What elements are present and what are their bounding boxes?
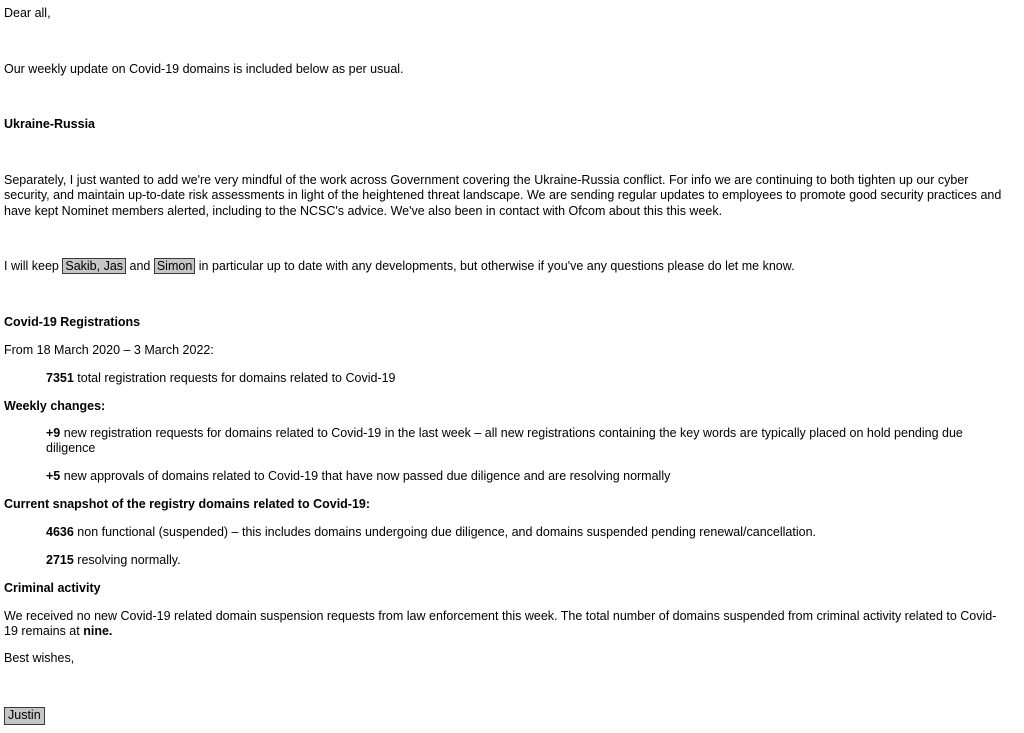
ukraine-paragraph-text: Separately, I just wanted to add we're very mindful of the work across Government covering the Ukraine-Russia conflict. For info we are continuing to both tighten up our cyber security, and maintain up-to-date risk assessments in light of the heightened threat landscape. We are sending regular updates to employees to promote good security practices and have kept Nominet members alerted, including to the NCSC's advice. We've also been in contact with Ofcom about this this week. [4, 173, 1002, 218]
followup-mid-text: and [126, 259, 154, 273]
registrations-daterange [4, 343, 1006, 358]
signature-block [4, 707, 1006, 725]
weekly-heading [4, 399, 1006, 415]
intro-paragraph [4, 62, 1006, 77]
snapshot-item-1 [4, 525, 1006, 540]
ukraine-heading-text: Ukraine-Russia [4, 117, 96, 131]
registrations-total-text: total registration requests for domains related to Covid-19 [73, 371, 396, 385]
snapshot-item-2-value: 2715 [46, 553, 74, 567]
snapshot-item-2 [4, 553, 1006, 568]
weekly-item-2 [4, 469, 1006, 484]
snapshot-heading-text: Current snapshot of the registry domains related to Covid-19: [4, 497, 371, 511]
weekly-item-2-line [46, 469, 1006, 484]
criminal-paragraph-prefix: We received no new Covid-19 related domain suspension requests from law enforcement this week. The total number of domains suspended from criminal activity related to Covid-19 remains at [4, 609, 997, 639]
ukraine-paragraph [4, 173, 1006, 219]
salutation-text: Dear all, [4, 6, 51, 20]
followup-paragraph [4, 258, 1006, 274]
ukraine-heading [4, 117, 1006, 133]
closing-text: Best wishes, [4, 651, 75, 665]
criminal-paragraph [4, 609, 1006, 640]
weekly-item-1-text: new registration requests for domains related to Covid-19 in the last week – all new registrations containing the key words are typically placed on hold pending due diligence [46, 426, 963, 456]
redacted-name-1: Sakib, Jas [62, 258, 126, 274]
salutation-paragraph [4, 6, 1006, 21]
weekly-item-2-value: +5 [46, 469, 61, 483]
redacted-name-2: Simon [154, 258, 195, 274]
snapshot-item-1-line [46, 525, 1006, 540]
registrations-daterange-text: From 18 March 2020 – 3 March 2022: [4, 343, 214, 357]
snapshot-item-1-value: 4636 [46, 525, 74, 539]
redacted-signature: Justin [4, 707, 45, 725]
weekly-item-1 [4, 426, 1006, 457]
snapshot-item-1-text: non functional (suspended) – this includes domains undergoing due diligence, and domains suspended pending renewal/cancellation. [73, 525, 816, 539]
criminal-paragraph-line [4, 609, 1006, 640]
snapshot-item-2-line [46, 553, 1006, 568]
criminal-paragraph-bold: nine. [83, 624, 113, 639]
criminal-heading-text: Criminal activity [4, 581, 101, 595]
weekly-item-2-text: new approvals of domains related to Covid-19 that have now passed due diligence and are resolving normally [60, 469, 671, 483]
intro-text: Our weekly update on Covid-19 domains is included below as per usual. [4, 62, 404, 76]
registrations-total-line [46, 371, 1006, 386]
closing-paragraph [4, 651, 1006, 666]
followup-suffix-text: in particular up to date with any developments, but otherwise if you've any questions please do let me know. [195, 259, 795, 273]
snapshot-heading [4, 497, 1006, 513]
registrations-total [4, 371, 1006, 386]
snapshot-item-2-text: resolving normally. [73, 553, 181, 567]
criminal-heading [4, 581, 1006, 597]
weekly-heading-text: Weekly changes: [4, 399, 106, 413]
registrations-heading [4, 315, 1006, 331]
registrations-heading-text: Covid-19 Registrations [4, 315, 141, 329]
followup-line [4, 258, 1006, 274]
weekly-item-1-line [46, 426, 1006, 457]
weekly-item-1-value: +9 [46, 426, 61, 440]
followup-prefix-text: I will keep [4, 259, 63, 273]
registrations-total-value: 7351 [46, 371, 74, 385]
